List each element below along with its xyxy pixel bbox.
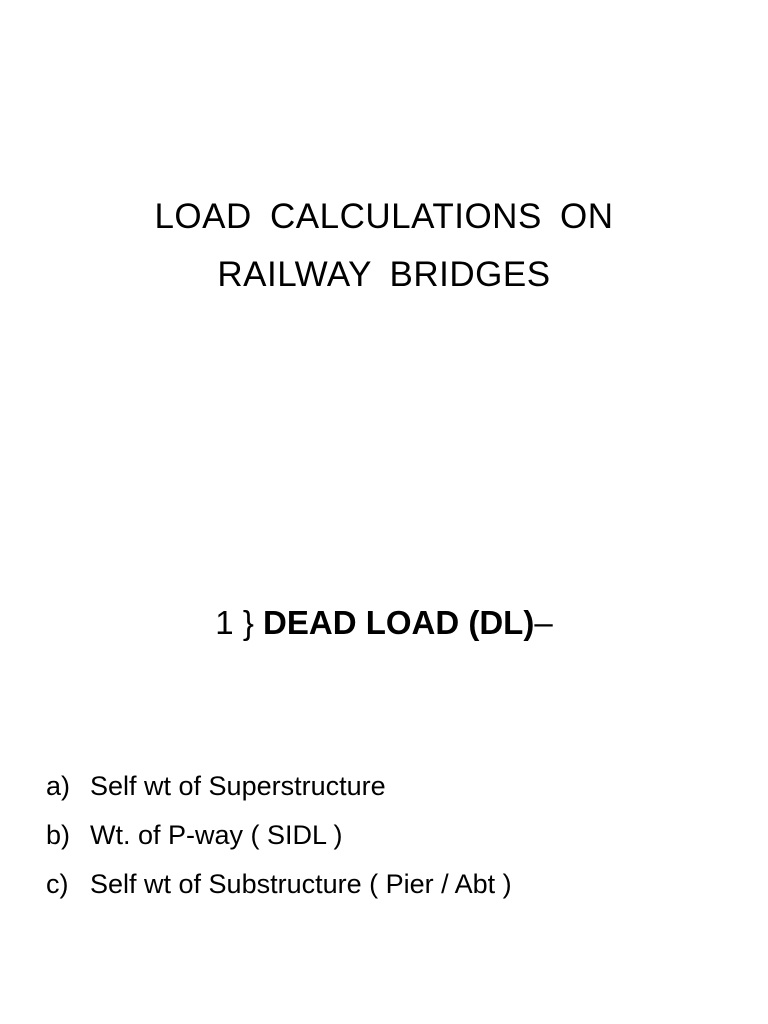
- slide-title-line-2: RAILWAY BRIDGES: [217, 255, 551, 294]
- slide-title: [0, 188, 768, 304]
- list-item-marker: b): [46, 820, 71, 850]
- list-item-marker: a): [46, 771, 71, 801]
- list-item: [46, 762, 512, 811]
- section-heading-dash: –: [534, 604, 553, 641]
- section-heading-text: DEAD LOAD (DL): [263, 604, 535, 641]
- list-item: [46, 860, 512, 909]
- dead-load-list: [46, 762, 512, 909]
- section-number: 1 }: [215, 604, 264, 641]
- list-item-text: Self wt of Superstructure: [90, 771, 386, 801]
- slide-title-line-1: LOAD CALCULATIONS ON: [154, 197, 614, 236]
- list-item-text: Self wt of Substructure ( Pier / Abt ): [90, 869, 512, 899]
- list-item-text: Wt. of P-way ( SIDL ): [90, 820, 343, 850]
- list-item-marker: c): [46, 869, 69, 899]
- section-heading: [0, 600, 768, 646]
- list-item: [46, 811, 512, 860]
